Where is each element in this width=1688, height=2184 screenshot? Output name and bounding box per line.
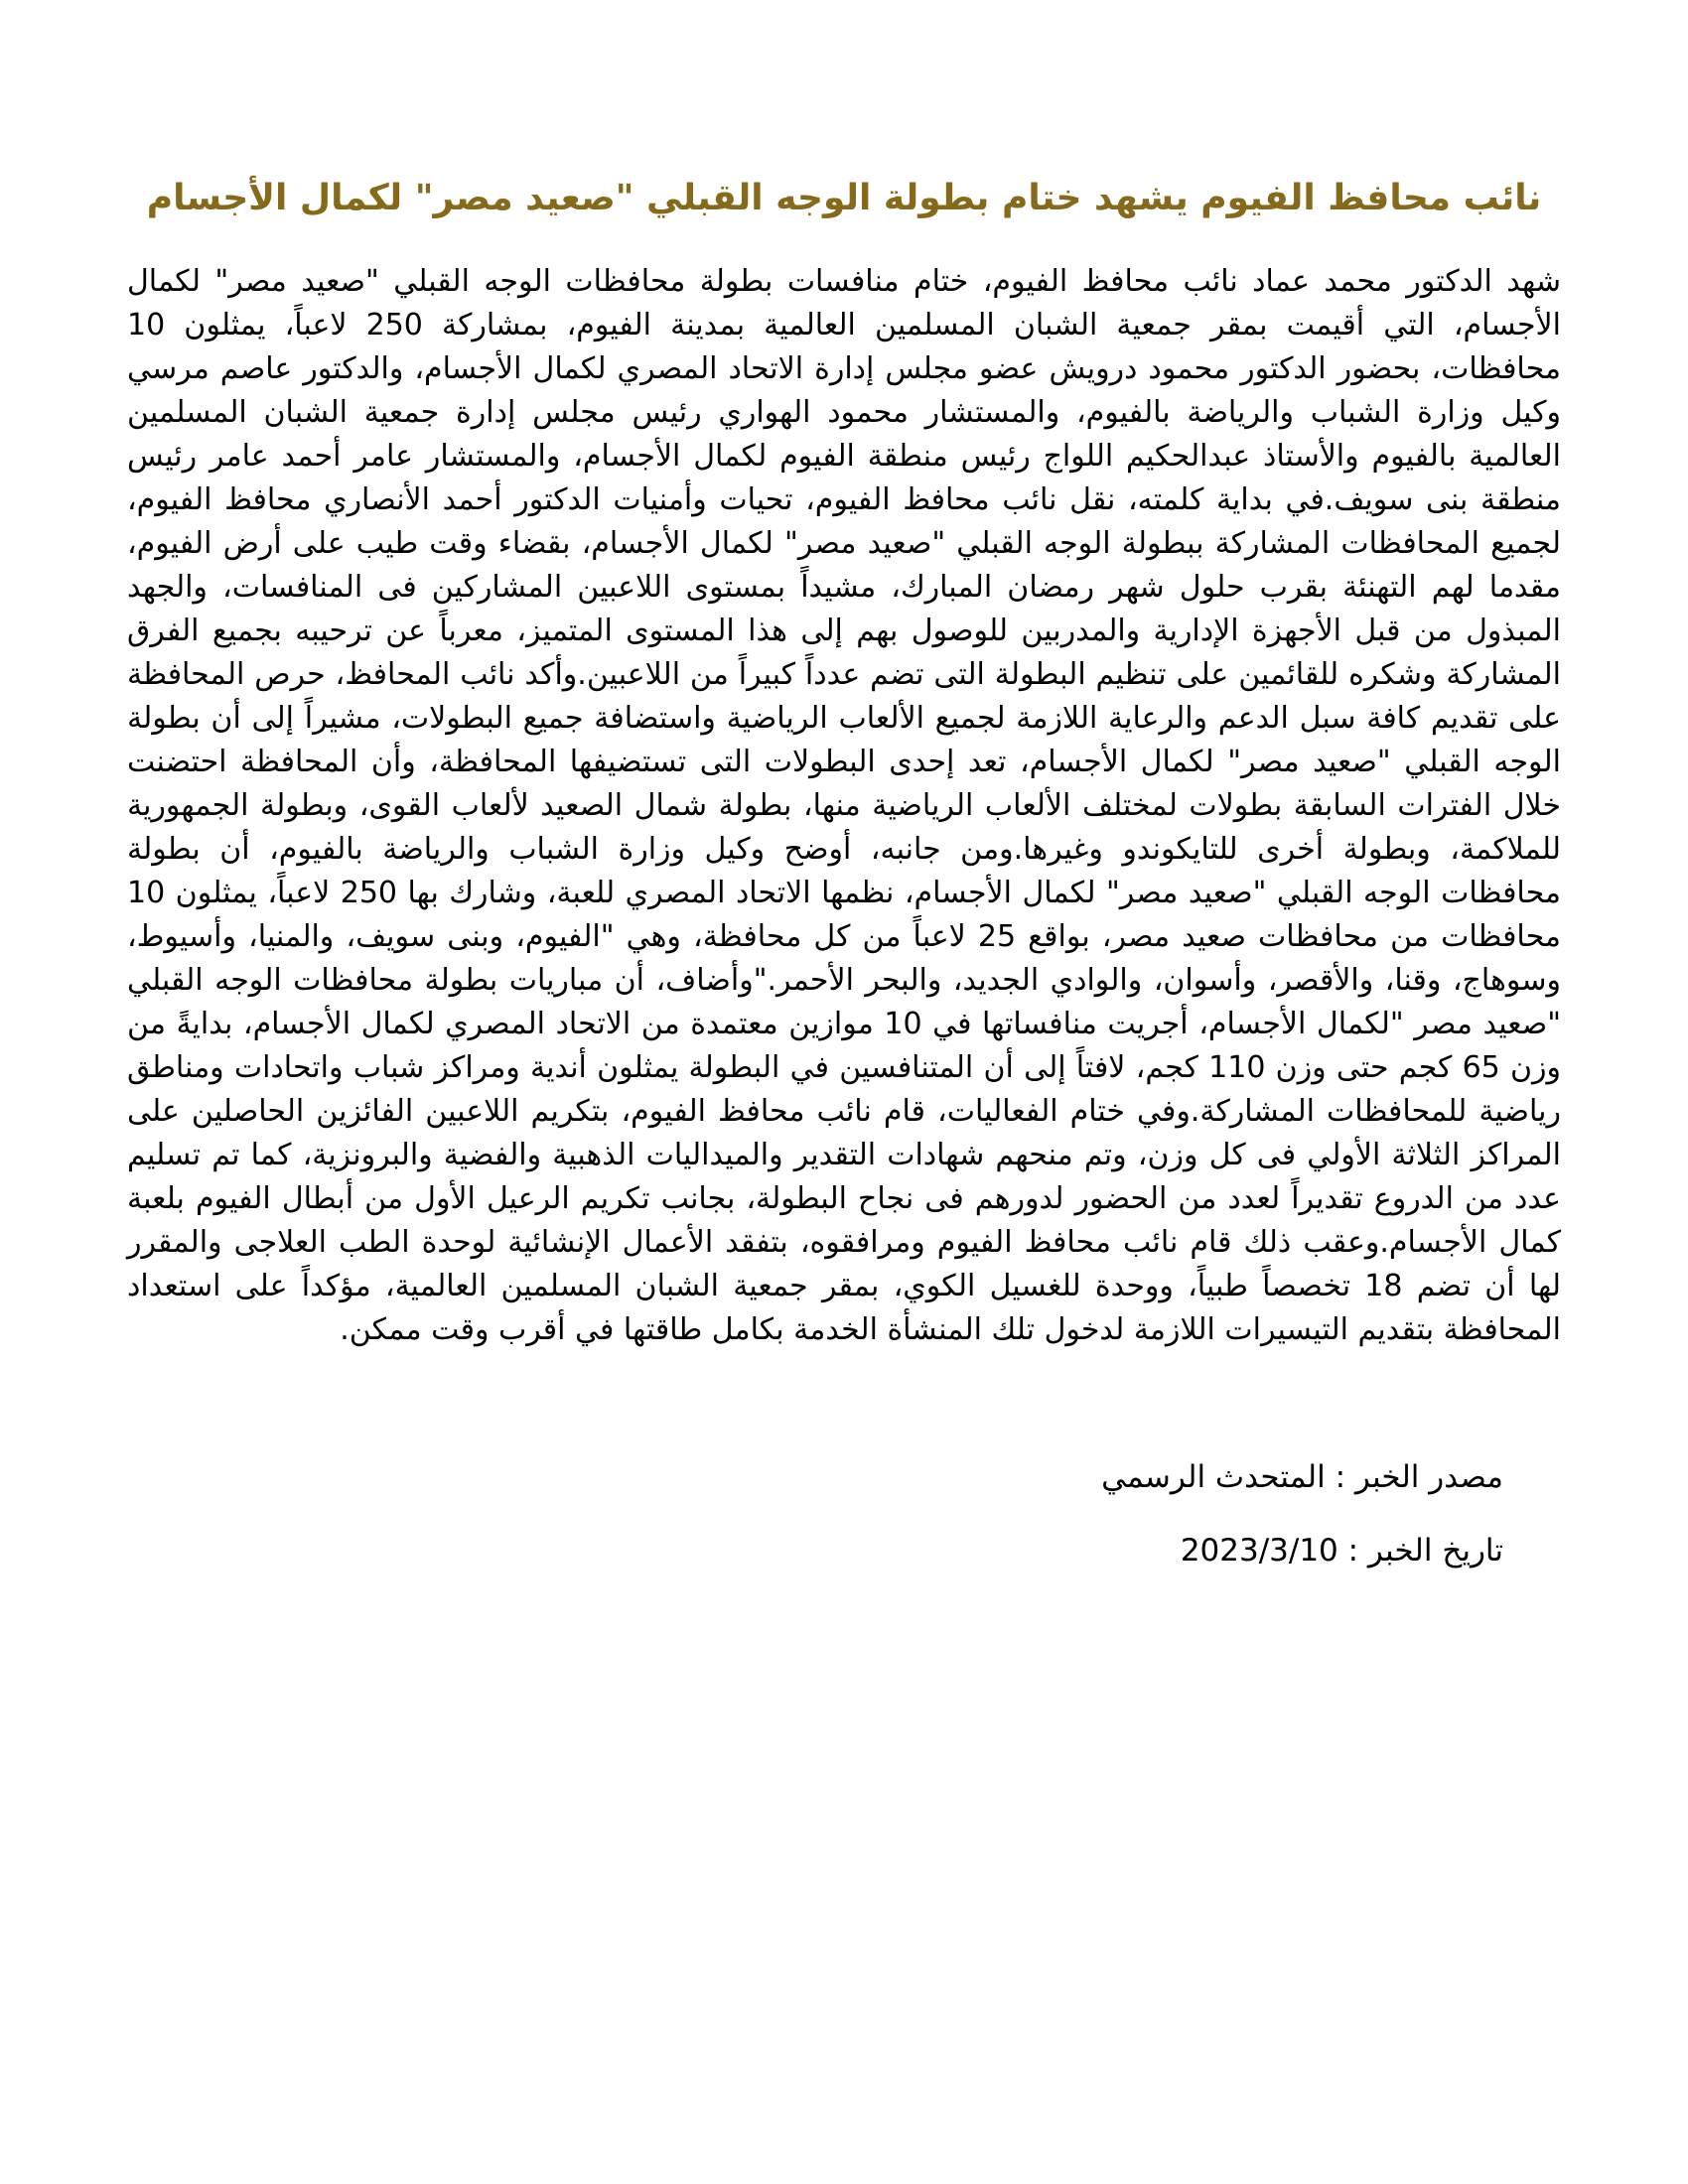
article-footer — [127, 1455, 1503, 1572]
news-date-line: تاريخ الخبر : 2023/3/10 — [1180, 1533, 1503, 1569]
article-body: شهد الدكتور محمد عماد نائب محافظ الفيوم، ختام منافسات بطولة محافظات الوجه القبلي "صعيد مصر" لكمال الأجسام، التي أقيمت بمقر جمعية الشبان المسلمين العالمية بمدينة الفيوم، بمشاركة 250 لاعباً، يمثلون 10 محافظات، بحضور الدكتور محمود درويش عضو مجلس إدارة الاتحاد المصري لكمال الأجسام، والدكتور عاصم مرسي وكيل وزارة الشباب والرياضة بالفيوم، والمستشار محمود الهواري رئيس مجلس إدارة جمعية الشبان المسلمين العالمية بالفيوم والأستاذ عبدالحكيم اللواج رئيس منطقة الفيوم لكمال الأجسام، والمستشار عامر أحمد عامر رئيس منطقة بنى سويف.في بداية كلمته، نقل نائب محافظ الفيوم، تحيات وأمنيات الدكتور أحمد الأنصاري محافظ الفيوم، لجميع المحافظات المشاركة ببطولة الوجه القبلي "صعيد مصر" لكمال الأجسام، بقضاء وقت طيب على أرض الفيوم، مقدما لهم التهنئة بقرب حلول شهر رمضان المبارك، مشيداً بمستوى اللاعبين المشاركين فى المنافسات، والجهد المبذول من قبل الأجهزة الإدارية والمدربين للوصول بهم إلى هذا المستوى المتميز، معرباً عن ترحيبه بجميع الفرق المشاركة وشكره للقائمين على تنظيم البطولة التى تضم عدداً كبيراً من اللاعبين.وأكد نائب المحافظ، حرص المحافظة على تقديم كافة سبل الدعم والرعاية اللازمة لجميع الألعاب الرياضية واستضافة جميع البطولات، مشيراً إلى أن بطولة الوجه القبلي "صعيد مصر" لكمال الأجسام، تعد إحدى البطولات التى تستضيفها المحافظة، وأن المحافظة احتضنت خلال الفترات السابقة بطولات لمختلف الألعاب الرياضية منها، بطولة شمال الصعيد لألعاب القوى، وبطولة الجمهورية للملاكمة، وبطولة أخرى للتايكوندو وغيرها.ومن جانبه، أوضح وكيل وزارة الشباب والرياضة بالفيوم، أن بطولة محافظات الوجه القبلي "صعيد مصر" لكمال الأجسام، نظمها الاتحاد المصري للعبة، وشارك بها 250 لاعباً، يمثلون 10 محافظات من محافظات صعيد مصر، بواقع 25 لاعباً من كل محافظة، وهي "الفيوم، وبنى سويف، والمنيا، وأسيوط، وسوهاج، وقنا، والأقصر، وأسوان، والوادي الجديد، والبحر الأحمر."وأضاف، أن مباريات بطولة محافظات الوجه القبلي "صعيد مصر "لكمال الأجسام، أجريت منافساتها في 10 موازين معتمدة من الاتحاد المصري لكمال الأجسام، بدايةً من وزن 65 كجم حتى وزن 110 كجم، لافتاً إلى أن المتنافسين في البطولة يمثلون أندية ومراكز شباب واتحادات ومناطق رياضية للمحافظات المشاركة.وفي ختام الفعاليات، قام نائب محافظ الفيوم، بتكريم اللاعبين الفائزين الحاصلين على المراكز الثلاثة الأولي فى كل وزن، وتم منحهم شهادات التقدير والميداليات الذهبية والفضية والبرونزية، كما تم تسليم عدد من الدروع تقديراً لعدد من الحضور لدورهم فى نجاح البطولة، بجانب تكريم الرعيل الأول من أبطال الفيوم بلعبة كمال الأجسام.وعقب ذلك قام نائب محافظ الفيوم ومرافقوه، بتفقد الأعمال الإنشائية لوحدة الطب العلاجى والمقرر لها أن تضم 18 تخصصاً طبياً، ووحدة للغسيل الكوي، بمقر جمعية الشبان المسلمين العالمية، مؤكداً على استعداد المحافظة بتقديم التيسيرات اللازمة لدخول تلك المنشأة الخدمة بكامل طاقتها في أقرب وقت ممكن. — [127, 264, 1562, 1347]
news-source-line: مصدر الخبر : المتحدث الرسمي — [1101, 1459, 1503, 1495]
article-title: نائب محافظ الفيوم يشهد ختام بطولة الوجه القبلي "صعيد مصر" لكمال الأجسام — [146, 178, 1542, 218]
